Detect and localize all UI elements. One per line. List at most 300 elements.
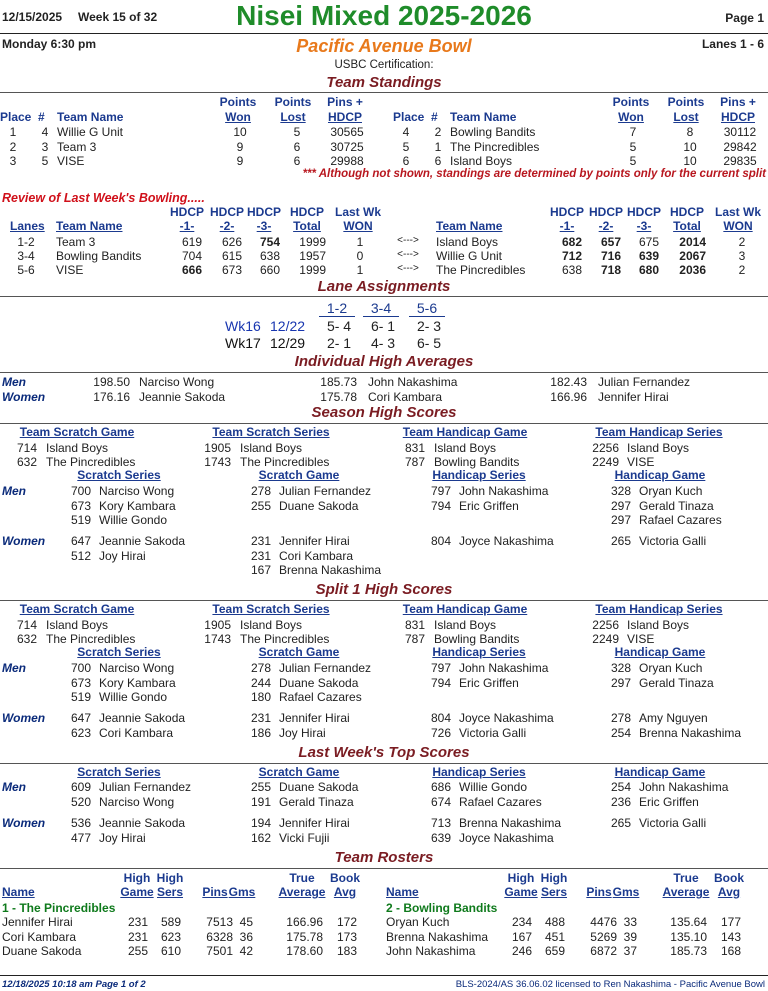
header-points-lost: Points (667, 95, 705, 109)
review-total: 1999 (299, 263, 326, 278)
review-game-score: 666 (181, 263, 202, 278)
roster-player-name: Oryan Kuch (386, 915, 450, 929)
individual-high-bowler: Gerald Tinaza (279, 794, 354, 809)
high-average-bowler: Julian Fernandez (598, 375, 691, 389)
individual-high-header: Handicap Series (432, 645, 526, 659)
team-high-score: 2256 (592, 441, 619, 455)
roster-player-name: Cori Kambara (2, 929, 77, 944)
header-game: -1- (179, 219, 195, 233)
standing-place: 2 (9, 139, 17, 154)
review-versus: <---> (397, 235, 419, 246)
header-num: # (38, 110, 45, 124)
roster-high-series: 488 (544, 915, 565, 929)
individual-high-score: 236 (610, 794, 631, 809)
team-high-team: Bowling Bandits (434, 632, 520, 646)
header-book-average: Avg (717, 885, 741, 899)
review-team: Willie G Unit (436, 249, 503, 264)
roster-high-series: 451 (544, 929, 565, 944)
individual-high-score: 639 (430, 830, 451, 845)
review-lanes: 3-4 (17, 249, 35, 264)
footer-right: BLS-2024/AS 36.06.02 licensed to Ren Nakashima - Pacific Avenue Bowl (455, 979, 765, 990)
roster-true-average: 175.78 (286, 929, 323, 944)
header-high-game: Game (120, 885, 154, 899)
individual-high-bowler: Jennifer Hirai (279, 711, 350, 725)
header-pins-hdcp: Pins + (720, 95, 756, 109)
individual-high-bowler: Joy Hirai (99, 548, 146, 563)
review-game-score: 619 (181, 235, 202, 249)
individual-high-score: 536 (70, 816, 91, 830)
individual-high-score: 519 (70, 513, 91, 527)
individual-high-bowler: Eric Griffen (459, 498, 519, 513)
header-won: WON (343, 219, 373, 233)
review-total: 1957 (299, 249, 326, 264)
team-high-header: Team Handicap Game (402, 425, 528, 439)
individual-high-bowler: Willie Gondo (99, 513, 168, 527)
team-high-score: 714 (16, 618, 37, 632)
individual-high-bowler: Kory Kambara (99, 498, 176, 513)
individual-high-bowler: Brenna Nakashima (459, 816, 562, 830)
individual-high-score: 328 (610, 484, 631, 498)
high-average-value: 166.96 (550, 390, 587, 404)
lane-pair-header: 1-2 (326, 300, 348, 316)
individual-high-bowler: Gerald Tinaza (639, 498, 714, 513)
lane-week: Wk17 (225, 335, 261, 351)
review-game-score: 718 (600, 263, 621, 278)
review-lanes: 5-6 (17, 263, 35, 278)
individual-high-score: 254 (610, 780, 631, 794)
individual-high-bowler: Cori Kambara (279, 548, 354, 563)
standing-points-lost: 10 (683, 139, 697, 154)
individual-high-score: 255 (250, 780, 271, 794)
header-high-game: High (123, 871, 151, 885)
header-game: -2- (219, 219, 235, 233)
roster-games: 37 (623, 944, 637, 958)
individual-high-bowler: Jennifer Hirai (279, 816, 350, 830)
roster-pins: 5269 (590, 929, 617, 944)
review-team: VISE (56, 263, 84, 278)
header-game: -2- (598, 219, 614, 233)
individual-high-score: 278 (610, 711, 631, 725)
roster-high-series: 623 (160, 929, 181, 944)
individual-high-score: 512 (70, 548, 91, 563)
team-high-score: 2249 (592, 632, 619, 646)
lane-date: 12/22 (270, 318, 306, 334)
roster-games: 36 (239, 929, 253, 944)
header-points-won: Won (618, 110, 644, 124)
team-high-score: 831 (404, 618, 425, 632)
individual-high-header: Handicap Game (614, 468, 706, 482)
roster-high-game: 255 (127, 944, 148, 958)
individual-high-bowler: Joyce Nakashima (459, 830, 554, 845)
standing-place: 6 (402, 154, 410, 168)
individual-high-bowler: Eric Griffen (459, 675, 519, 690)
team-high-score: 632 (16, 455, 37, 469)
section-divider (0, 763, 768, 764)
header-game: -1- (559, 219, 575, 233)
high-average-value: 182.43 (550, 375, 587, 389)
standing-team-name: Willie G Unit (57, 125, 124, 139)
roster-player-name: Duane Sakoda (2, 944, 82, 958)
header-hdcp: HDCP (169, 205, 204, 219)
header-book-average: Book (330, 871, 360, 885)
roster-high-series: 659 (544, 944, 565, 958)
high-average-bowler: Cori Kambara (368, 390, 443, 404)
header-book-average: Avg (333, 885, 357, 899)
roster-pins: 6872 (590, 944, 617, 958)
individual-high-bowler: Jeannie Sakoda (99, 534, 186, 548)
lane-pair-underline (363, 316, 399, 317)
team-high-header: Team Handicap Game (402, 602, 528, 616)
roster-games: 42 (239, 944, 253, 958)
header-pins: Pins (202, 885, 228, 899)
header-hdcp: HDCP (626, 205, 661, 219)
individual-high-bowler: Duane Sakoda (279, 498, 359, 513)
team-high-score: 2249 (592, 455, 619, 469)
review-total: 1999 (299, 235, 326, 249)
roster-player-name: Jennifer Hirai (2, 915, 73, 929)
lane-assignments-title: Lane Assignments (317, 278, 451, 295)
individual-high-header: Scratch Series (77, 645, 161, 659)
review-game-score: 657 (600, 235, 621, 249)
review-won: 3 (738, 249, 746, 264)
individual-high-bowler: Oryan Kuch (639, 661, 703, 675)
standing-pins-hdcp: 29842 (723, 139, 757, 154)
lane-pair-underline (409, 316, 445, 317)
team-high-score: 714 (16, 441, 37, 455)
lane-matchup: 4- 3 (370, 335, 396, 351)
individual-high-bowler: Jennifer Hirai (279, 534, 350, 548)
standing-points-lost: 6 (293, 139, 301, 154)
section-divider (0, 423, 768, 424)
individual-high-bowler: Joy Hirai (99, 830, 146, 845)
individual-high-score: 623 (70, 725, 91, 740)
individual-high-score: 278 (250, 661, 271, 675)
review-game-score: 680 (638, 263, 659, 278)
review-versus: <---> (397, 263, 419, 275)
team-high-team: Island Boys (627, 441, 690, 455)
team-high-score: 2256 (592, 618, 619, 632)
individual-high-score: 609 (70, 780, 91, 794)
bowling-center: Pacific Avenue Bowl (296, 36, 472, 56)
header-game: -3- (636, 219, 652, 233)
standing-pins-hdcp: 30112 (723, 125, 757, 139)
header-name: Name (2, 885, 35, 899)
individual-high-bowler: Julian Fernandez (99, 780, 192, 794)
review-won: 1 (356, 235, 364, 249)
standing-points-lost: 5 (293, 125, 301, 139)
averages-title: Individual High Averages (294, 353, 474, 370)
header-team-name: Team Name (57, 110, 124, 124)
individual-high-score: 231 (250, 534, 271, 548)
high-average-value: 175.78 (320, 390, 357, 404)
individual-high-score: 726 (430, 725, 451, 740)
individual-high-score: 265 (610, 816, 631, 830)
standing-pins-hdcp: 30725 (330, 139, 364, 154)
header-points-won: Points (612, 95, 650, 109)
header-num: # (431, 110, 438, 124)
review-game-score: 704 (181, 249, 202, 264)
review-team: Bowling Bandits (56, 249, 142, 264)
individual-high-score: 231 (250, 548, 271, 563)
individual-high-bowler: Duane Sakoda (279, 780, 359, 794)
high-average-bowler: Narciso Wong (139, 375, 215, 389)
individual-high-score: 328 (610, 661, 631, 675)
standing-team-num: 1 (434, 139, 442, 154)
team-high-score: 632 (16, 632, 37, 646)
team-high-header: Team Handicap Series (595, 602, 723, 616)
standing-team-num: 4 (41, 125, 49, 139)
individual-high-score: 673 (70, 498, 91, 513)
roster-book-average: 172 (336, 915, 357, 929)
review-total: 2067 (679, 249, 706, 264)
high-average-bowler: Jennifer Hirai (598, 390, 669, 404)
page-number: Page 1 (725, 11, 764, 25)
roster-high-series: 610 (160, 944, 181, 958)
individual-high-score: 797 (430, 484, 451, 498)
standings-title: Team Standings (326, 74, 442, 91)
individual-high-bowler: Duane Sakoda (279, 675, 359, 690)
high-average-value: 176.16 (93, 390, 130, 404)
lane-pair-underline (319, 316, 355, 317)
roster-book-average: 143 (720, 929, 741, 944)
header-last-week: Last Wk (714, 205, 761, 219)
team-high-header: Team Scratch Series (212, 602, 330, 616)
individual-high-bowler: Gerald Tinaza (639, 675, 714, 690)
men-label: Men (2, 484, 26, 498)
standing-points-won: 5 (629, 139, 637, 154)
standing-points-won: 7 (629, 125, 637, 139)
individual-high-score: 186 (250, 725, 271, 740)
review-game-score: 638 (259, 249, 280, 264)
team-high-score: 787 (404, 632, 425, 646)
team-high-team: Island Boys (434, 618, 497, 632)
roster-high-game: 234 (511, 915, 532, 929)
standing-team-num: 5 (41, 154, 49, 168)
section-divider (0, 868, 768, 869)
header-hdcp: HDCP (669, 205, 704, 219)
standing-team-num: 6 (434, 154, 442, 168)
review-game-score: 615 (221, 249, 242, 264)
header-high-game: Game (504, 885, 538, 899)
individual-high-score: 191 (250, 794, 271, 809)
section-divider (0, 600, 768, 601)
women-label: Women (2, 534, 46, 548)
individual-high-score: 804 (430, 711, 451, 725)
header-points-lost: Lost (280, 110, 306, 124)
header-true-average: Average (278, 885, 326, 899)
individual-high-score: 647 (70, 711, 91, 725)
individual-high-header: Scratch Game (258, 765, 340, 779)
header-name: Name (386, 885, 419, 899)
review-team: Team 3 (56, 235, 96, 249)
review-title: Review of Last Week's Bowling..... (2, 191, 205, 205)
header-high-series: Sers (540, 885, 568, 899)
team-high-score: 1905 (204, 441, 231, 455)
team-high-team: Island Boys (46, 618, 109, 632)
header-book-average: Book (714, 871, 744, 885)
roster-pins: 7513 (206, 915, 233, 929)
individual-high-bowler: Victoria Galli (639, 816, 707, 830)
roster-team-name: 1 - The Pincredibles (2, 901, 116, 915)
individual-high-bowler: Victoria Galli (639, 534, 707, 548)
individual-high-bowler: Victoria Galli (459, 725, 527, 740)
individual-high-header: Scratch Game (258, 645, 340, 659)
standing-points-won: 10 (233, 125, 247, 139)
standing-team-name: The Pincredibles (450, 139, 540, 154)
team-high-team: The Pincredibles (240, 455, 330, 469)
team-high-header: Team Scratch Game (19, 602, 135, 616)
standing-pins-hdcp: 30565 (330, 125, 364, 139)
roster-pins: 6328 (206, 929, 233, 944)
team-high-team: The Pincredibles (46, 455, 136, 469)
team-high-team: The Pincredibles (46, 632, 136, 646)
individual-high-bowler: Julian Fernandez (279, 661, 372, 675)
header-games: Gms (612, 885, 640, 899)
roster-true-average: 178.60 (286, 944, 323, 958)
roster-games: 33 (623, 915, 637, 929)
standing-place: 3 (9, 154, 17, 168)
individual-high-bowler: John Nakashima (459, 661, 549, 675)
header-true-average: True (673, 871, 699, 885)
lane-matchup: 2- 1 (326, 335, 352, 351)
individual-high-bowler: Eric Griffen (639, 794, 699, 809)
individual-high-score: 180 (250, 690, 271, 704)
last-week-title: Last Week's Top Scores (298, 744, 470, 761)
team-high-team: VISE (627, 632, 655, 646)
header-won: WON (723, 219, 753, 233)
footer-left: 12/18/2025 10:18 am Page 1 of 2 (2, 979, 146, 990)
individual-high-score: 167 (250, 563, 271, 577)
review-game-score: 675 (638, 235, 659, 249)
roster-team-name: 2 - Bowling Bandits (386, 901, 498, 915)
day-time: Monday 6:30 pm (2, 37, 97, 51)
roster-book-average: 168 (720, 944, 741, 958)
standing-team-num: 2 (434, 125, 442, 139)
header-pins-hdcp: HDCP (720, 110, 755, 124)
team-high-team: Island Boys (240, 618, 303, 632)
review-won: 2 (738, 235, 746, 249)
individual-high-score: 477 (70, 830, 91, 845)
team-high-team: The Pincredibles (240, 632, 330, 646)
footer-rule (0, 975, 768, 976)
team-high-header: Team Scratch Series (212, 425, 330, 439)
individual-high-score: 244 (250, 675, 271, 690)
team-high-score: 787 (404, 455, 425, 469)
report-date: 12/15/2025 (2, 10, 63, 24)
standing-points-lost: 6 (293, 154, 301, 168)
individual-high-score: 647 (70, 534, 91, 548)
league-title: Nisei Mixed 2025-2026 (236, 0, 532, 31)
review-game-score: 639 (638, 249, 659, 264)
individual-high-bowler: Joyce Nakashima (459, 711, 554, 725)
women-label: Women (2, 711, 46, 725)
individual-high-score: 162 (250, 830, 271, 845)
header-hdcp: HDCP (209, 205, 244, 219)
header-place: Place (393, 110, 425, 124)
individual-high-bowler: Jeannie Sakoda (99, 816, 186, 830)
individual-high-score: 794 (430, 675, 451, 690)
header-high-series: High (156, 871, 184, 885)
individual-high-bowler: Rafael Cazares (279, 690, 362, 704)
individual-high-score: 673 (70, 675, 91, 690)
individual-high-bowler: Narciso Wong (99, 661, 175, 675)
individual-high-score: 674 (430, 794, 451, 809)
team-high-team: VISE (627, 455, 655, 469)
roster-pins: 4476 (590, 915, 617, 929)
individual-high-bowler: Narciso Wong (99, 794, 175, 809)
roster-high-game: 231 (127, 915, 148, 929)
individual-high-score: 254 (610, 725, 631, 740)
section-divider (0, 372, 768, 373)
team-high-score: 1905 (204, 618, 231, 632)
individual-high-bowler: Amy Nguyen (639, 711, 708, 725)
header-last-week: Last Wk (334, 205, 381, 219)
standing-place: 5 (402, 139, 410, 154)
individual-high-score: 297 (610, 675, 631, 690)
individual-high-score: 686 (430, 780, 451, 794)
header-hdcp: HDCP (549, 205, 584, 219)
standing-points-lost: 8 (686, 125, 694, 139)
standing-team-name: Bowling Bandits (450, 125, 536, 139)
roster-book-average: 183 (336, 944, 357, 958)
individual-high-bowler: John Nakashima (639, 780, 729, 794)
header-game: -3- (256, 219, 272, 233)
women-label: Women (2, 390, 46, 404)
individual-high-bowler: Cori Kambara (99, 725, 174, 740)
individual-high-bowler: John Nakashima (459, 484, 549, 498)
individual-high-bowler: Vicki Fujii (279, 830, 330, 845)
header-points-lost: Points (274, 95, 312, 109)
team-high-team: Bowling Bandits (434, 455, 520, 469)
review-total: 2036 (679, 263, 706, 278)
header-true-average: Average (662, 885, 710, 899)
roster-high-game: 167 (511, 929, 532, 944)
lane-pair-header: 3-4 (370, 300, 392, 316)
review-team: Island Boys (436, 235, 499, 249)
header-points-won: Points (219, 95, 257, 109)
split-high-title: Split 1 High Scores (315, 581, 453, 598)
individual-high-score: 297 (610, 513, 631, 527)
review-game-score: 660 (259, 263, 280, 278)
review-game-score: 716 (600, 249, 621, 264)
individual-high-score: 265 (610, 534, 631, 548)
men-label: Men (2, 661, 26, 675)
standing-team-name: VISE (57, 154, 85, 168)
individual-high-score: 194 (250, 816, 271, 830)
individual-high-header: Scratch Game (258, 468, 340, 482)
roster-pins: 7501 (206, 944, 233, 958)
individual-high-score: 520 (70, 794, 91, 809)
header-points-lost: Lost (673, 110, 699, 124)
review-game-score: 754 (259, 235, 280, 249)
roster-player-name: Brenna Nakashima (386, 929, 489, 944)
team-high-score: 1743 (204, 455, 231, 469)
header-points-won: Won (225, 110, 251, 124)
header-game: Total (293, 219, 321, 233)
team-high-score: 831 (404, 441, 425, 455)
individual-high-bowler: Brenna Nakashima (639, 725, 742, 740)
standing-pins-hdcp: 29835 (723, 154, 757, 168)
team-high-header: Team Handicap Series (595, 425, 723, 439)
season-high-title: Season High Scores (311, 404, 457, 421)
individual-high-bowler: Joy Hirai (279, 725, 326, 740)
review-game-score: 712 (561, 249, 582, 264)
individual-high-bowler: Brenna Nakashima (279, 563, 382, 577)
individual-high-score: 713 (430, 816, 451, 830)
roster-games: 39 (623, 929, 637, 944)
review-won: 0 (356, 249, 364, 264)
roster-high-game: 246 (511, 944, 532, 958)
